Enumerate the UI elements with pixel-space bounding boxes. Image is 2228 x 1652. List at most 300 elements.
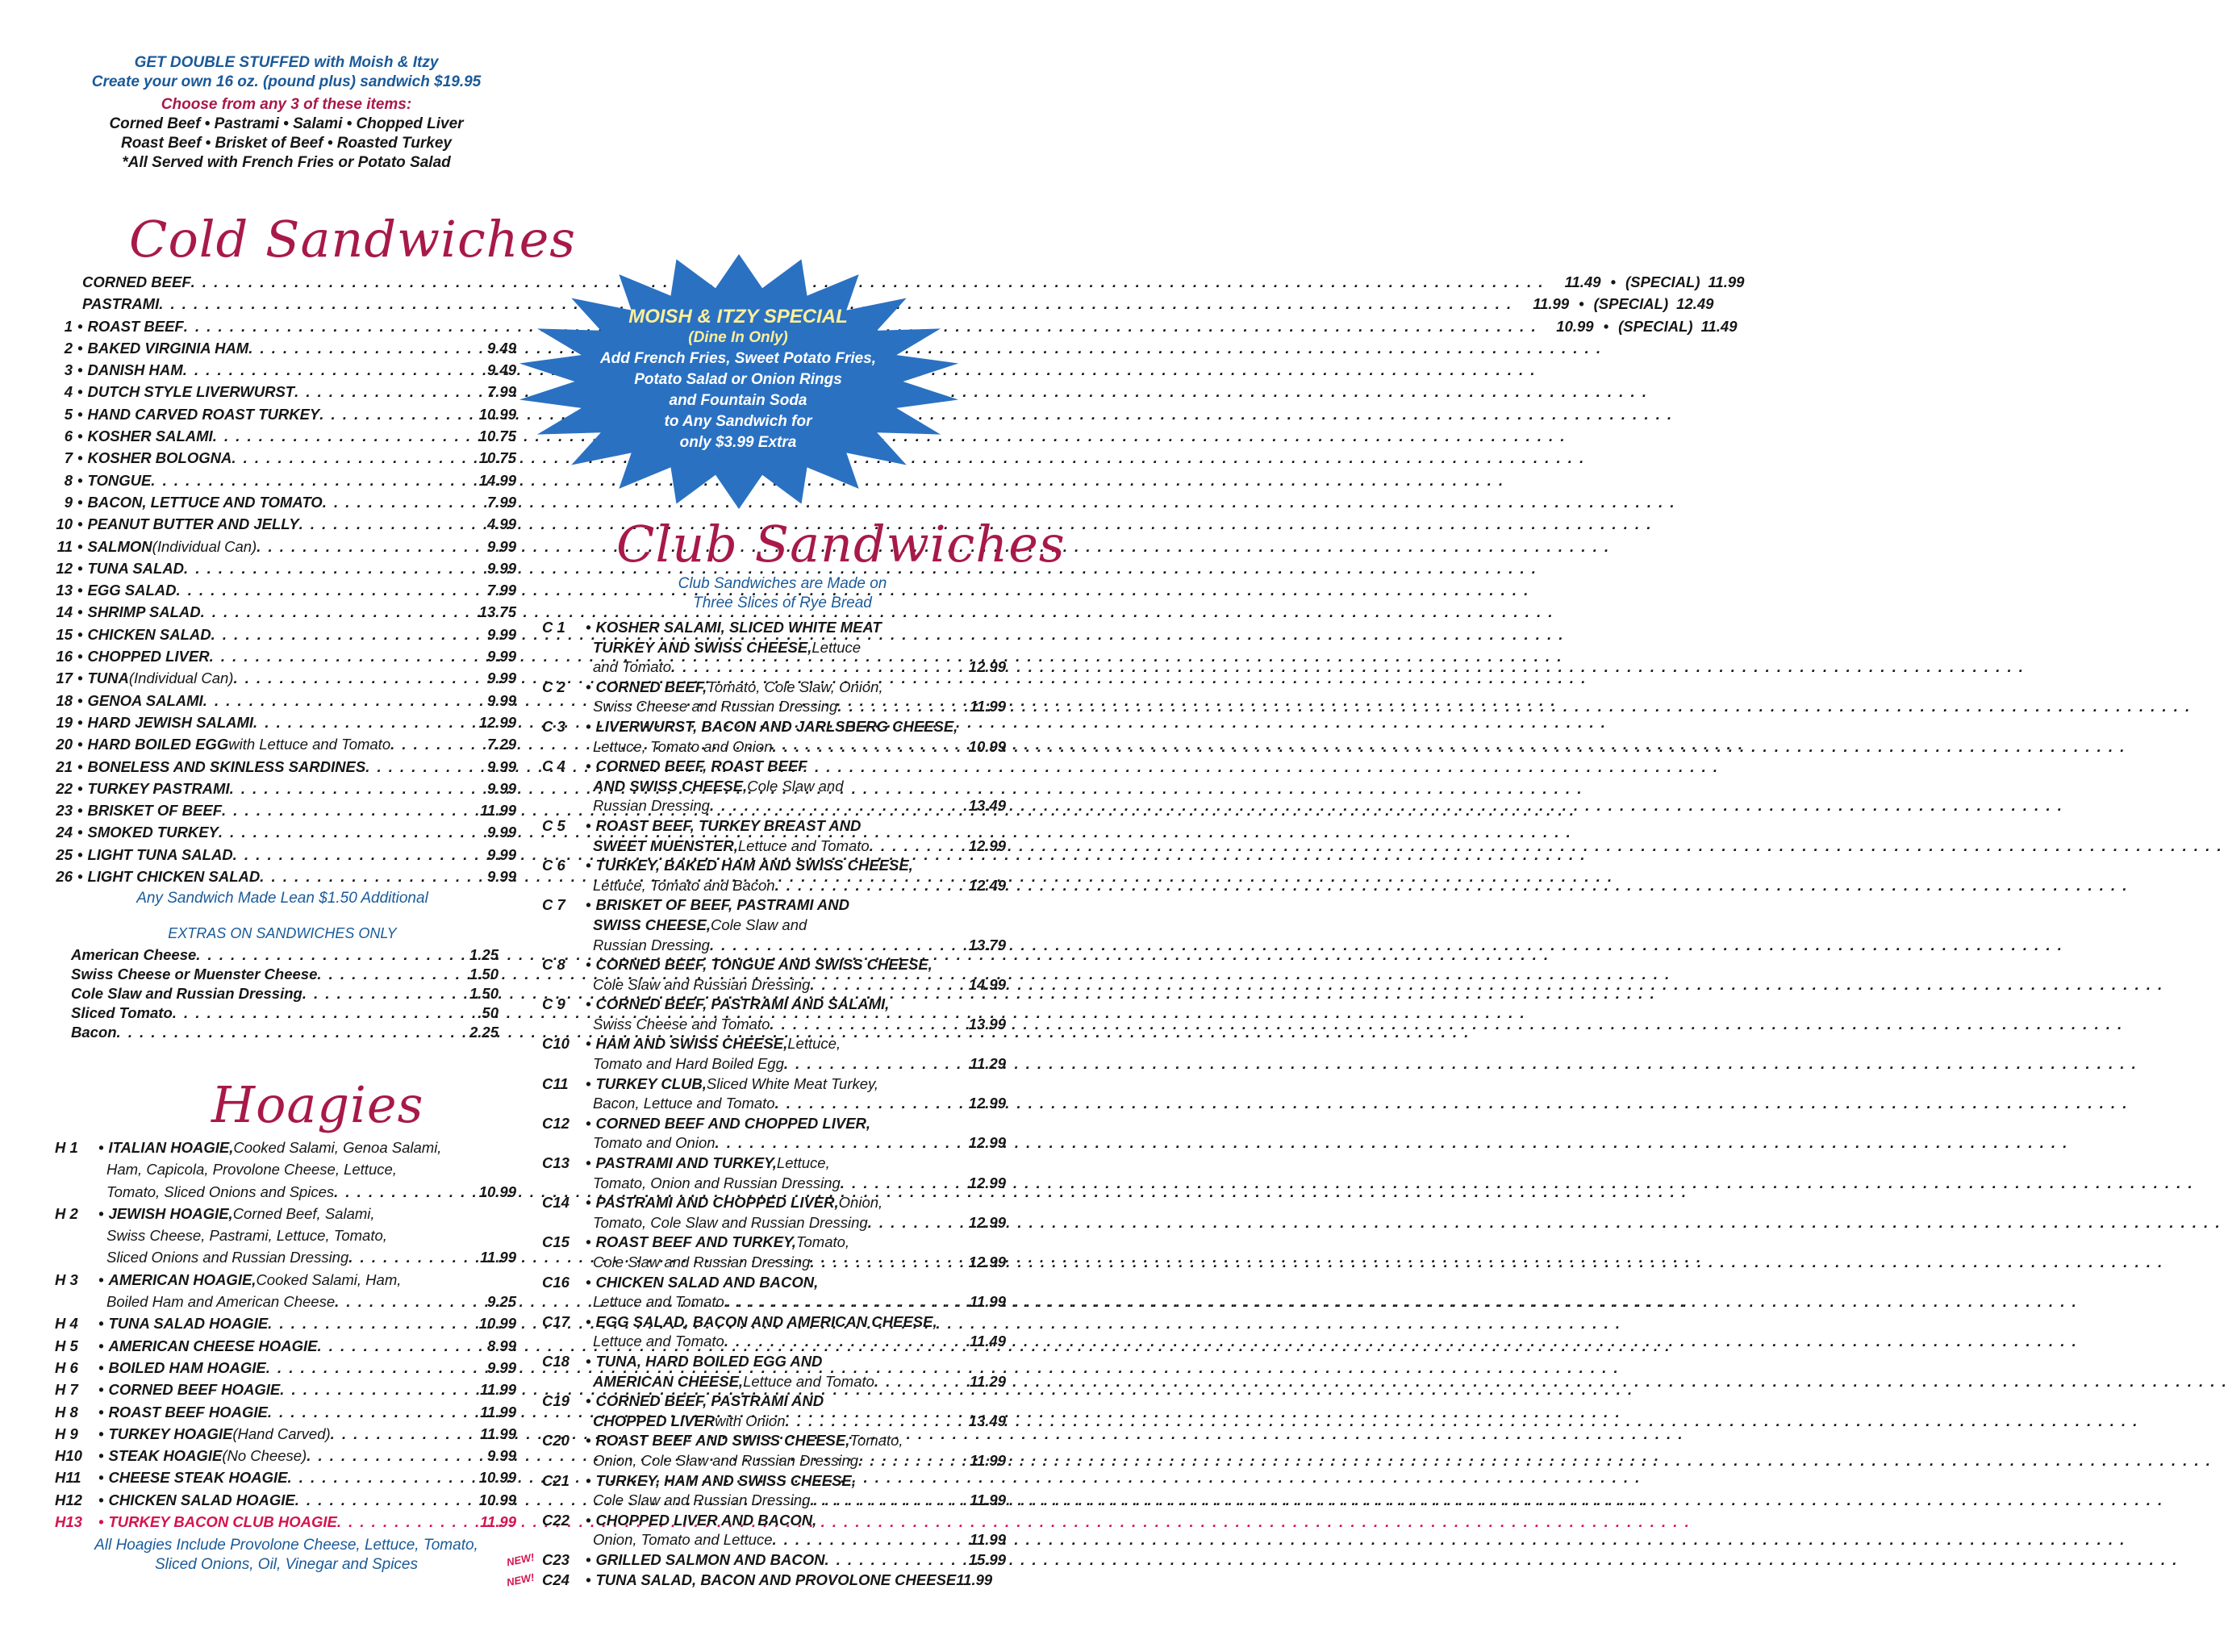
item-number: H 5 xyxy=(55,1337,78,1354)
item-description: Sliced White Meat Turkey, xyxy=(706,1074,879,1092)
item-price: 9.99 xyxy=(486,1358,516,1376)
dot-leader xyxy=(724,1332,970,1352)
item-price: 9.99 xyxy=(486,779,516,797)
extras-list xyxy=(71,945,499,1042)
club-item-continued xyxy=(542,1491,1006,1511)
item-name: CHICKEN SALAD xyxy=(87,625,211,643)
dot-leader xyxy=(176,579,487,601)
item-description: Lettuce and Tomato xyxy=(737,836,870,854)
item-name: CORNED BEEF, PASTRAMI AND SALAMI, xyxy=(595,995,890,1013)
extra-name: American Cheese xyxy=(71,946,197,963)
bullet: • xyxy=(586,1511,591,1529)
special-line-4: to Any Sandwich for xyxy=(664,413,812,430)
item-description: Onion, Cole Slaw and Russian Dressing xyxy=(593,1451,859,1469)
dot-leader xyxy=(710,796,969,816)
bullet: • xyxy=(77,757,83,775)
dot-leader xyxy=(183,359,487,381)
club-item-continued xyxy=(542,1213,1006,1233)
item-price: 12.99 xyxy=(968,836,1006,854)
dot-leader xyxy=(784,1054,970,1074)
dot-leader xyxy=(331,1423,480,1445)
item-description: Tomato, Cole Slaw and Russian Dressing xyxy=(593,1213,868,1231)
item-price: 9.99 xyxy=(486,559,516,577)
item-name: TUNA SALAD xyxy=(87,559,185,577)
bullet: • xyxy=(77,317,83,335)
dot-leader xyxy=(257,536,487,557)
dot-leader xyxy=(824,1550,968,1571)
cold-item xyxy=(40,337,516,359)
item-description: with Onion xyxy=(715,1412,786,1429)
extra-item xyxy=(71,984,499,1003)
item-number: C 7 xyxy=(542,896,565,914)
dot-leader xyxy=(151,469,478,491)
item-name: PASTRAMI xyxy=(82,295,160,313)
item-description: Russian Dressing xyxy=(593,797,710,815)
club-item-continued xyxy=(542,1174,1006,1194)
item-name: HAM AND SWISS CHEESE, xyxy=(595,1035,788,1053)
club-item xyxy=(542,1471,1006,1491)
item-name: BOILED HAM HOAGIE xyxy=(108,1358,266,1376)
item-price: 11.49 xyxy=(970,1333,1006,1350)
cold-item xyxy=(40,469,516,491)
dot-leader xyxy=(810,1491,970,1511)
bullet: • xyxy=(77,471,83,489)
item-number: 22 xyxy=(56,779,73,797)
item-number: 10 xyxy=(56,515,73,533)
bullet: • xyxy=(77,736,83,753)
item-number: C19 xyxy=(542,1392,570,1410)
item-name: CHICKEN SALAD HOAGIE xyxy=(108,1491,295,1508)
item-number: C13 xyxy=(542,1154,570,1172)
item-number: C 3 xyxy=(542,717,565,735)
item-description: Lettuce xyxy=(812,638,862,656)
item-name: AMERICAN CHEESE, xyxy=(593,1372,744,1390)
item-number: 18 xyxy=(56,691,73,709)
item-name: ROAST BEEF HOAGIE xyxy=(108,1403,268,1420)
bullet: • xyxy=(98,1447,104,1465)
bullet: • xyxy=(98,1139,104,1156)
bullet: • xyxy=(77,582,83,599)
club-item-continued xyxy=(542,697,1006,717)
new-badge: NEW! xyxy=(505,1571,536,1588)
item-price: 14.99 xyxy=(478,471,516,489)
bullet: • xyxy=(586,1312,591,1330)
dot-leader xyxy=(232,447,478,469)
item-price: 7.99 xyxy=(486,582,516,599)
dot-leader xyxy=(337,1511,480,1533)
item-price: 14.99 xyxy=(968,975,1006,993)
hoagie-item xyxy=(55,1312,516,1334)
club-item-continued xyxy=(542,657,1006,678)
item-name: CORNED BEEF AND CHOPPED LIVER, xyxy=(595,1114,871,1132)
item-name: TUNA SALAD, BACON AND PROVOLONE CHEESE xyxy=(595,1571,957,1588)
cold-item xyxy=(40,403,516,425)
cold-item xyxy=(40,645,516,667)
dot-leader xyxy=(318,1335,487,1357)
item-price: 12.99 xyxy=(968,1134,1006,1152)
item-price: 12.99 xyxy=(968,1095,1006,1112)
extra-name: Cole Slaw and Russian Dressing xyxy=(71,985,302,1002)
special-label: (SPECIAL) xyxy=(1593,295,1669,313)
bullet: • xyxy=(586,1571,591,1588)
bullet: • xyxy=(586,1352,591,1370)
bullet: • xyxy=(98,1469,104,1487)
item-name: EGG SALAD xyxy=(87,582,177,599)
item-number: 3 xyxy=(64,361,73,379)
bullet: • xyxy=(586,717,591,735)
cold-sandwiches-heading: Cold Sandwiches xyxy=(129,210,577,269)
dot-leader xyxy=(210,645,487,667)
dot-leader xyxy=(773,1530,970,1550)
item-name: AMERICAN HOAGIE, xyxy=(108,1270,257,1288)
bullet: • xyxy=(98,1403,104,1420)
extra-price: 2.25 xyxy=(469,1024,499,1041)
item-number: 8 xyxy=(64,471,73,489)
dot-leader xyxy=(786,1412,969,1432)
item-number: 9 xyxy=(64,493,73,511)
dot-leader xyxy=(317,965,469,984)
item-number: 16 xyxy=(56,648,73,665)
extra-name: Sliced Tomato xyxy=(71,1004,173,1021)
item-number: H 2 xyxy=(55,1204,78,1222)
item-description: Lettuce and Tomato xyxy=(593,1333,724,1350)
item-description: Cooked Salami, Ham, xyxy=(256,1270,402,1288)
item-description: Lettuce, xyxy=(787,1035,841,1053)
item-name: KOSHER SALAMI, SLICED WHITE MEAT xyxy=(595,619,882,636)
item-name: CHOPPED LIVER AND BACON, xyxy=(595,1511,817,1529)
dot-leader xyxy=(710,936,969,956)
special-line-5: only $3.99 Extra xyxy=(679,434,797,451)
item-price: 9.49 xyxy=(486,361,516,379)
extra-item xyxy=(71,965,499,984)
item-number: C10 xyxy=(542,1035,570,1053)
club-item xyxy=(542,1352,1006,1372)
item-number: C 6 xyxy=(542,857,565,874)
item-name: HAND CARVED ROAST TURKEY xyxy=(87,405,320,423)
bullet: • xyxy=(586,857,591,874)
club-subtitle-line-1: Club Sandwiches are Made on xyxy=(678,575,887,592)
item-name: STEAK HOAGIE xyxy=(108,1447,223,1465)
dot-leader xyxy=(173,1003,478,1023)
item-price: 11.99 xyxy=(480,1513,516,1531)
item-number: H 7 xyxy=(55,1381,78,1399)
item-price: 10.99 xyxy=(968,737,1006,755)
club-item xyxy=(542,757,1006,777)
special-price: 11.49 xyxy=(1700,317,1738,335)
item-price: 12.99 xyxy=(968,1254,1006,1270)
item-price: 10.99 xyxy=(478,405,516,423)
item-number: C17 xyxy=(542,1312,570,1330)
item-name: EGG SALAD, BACON AND AMERICAN CHEESE, xyxy=(595,1312,937,1330)
bullet: • xyxy=(77,493,83,511)
dot-leader xyxy=(870,836,969,857)
item-description: Cole Slaw and xyxy=(747,777,844,795)
item-name: AMERICAN CHEESE HOAGIE xyxy=(108,1337,318,1354)
cold-item xyxy=(40,557,516,579)
cold-item xyxy=(40,711,516,733)
item-number: 14 xyxy=(56,603,73,621)
club-item-continued xyxy=(542,638,1006,658)
item-description: Onion, Tomato and Lettuce xyxy=(593,1531,773,1549)
item-name: PASTRAMI AND TURKEY, xyxy=(595,1154,777,1172)
item-number: H12 xyxy=(55,1491,82,1508)
item-number: C 8 xyxy=(542,956,565,974)
item-price: 8.99 xyxy=(486,1337,516,1354)
item-number: 4 xyxy=(64,383,73,401)
item-price: 9.99 xyxy=(486,537,516,555)
item-number: C14 xyxy=(542,1194,570,1212)
item-name: CORNED BEEF HOAGIE xyxy=(108,1381,281,1399)
bullet: • xyxy=(77,428,83,445)
hoagie-item xyxy=(55,1466,516,1488)
hoagie-item xyxy=(55,1511,516,1533)
bullet: • xyxy=(77,339,83,357)
bullet: • xyxy=(77,824,83,841)
item-number: 5 xyxy=(64,405,73,423)
bullet: • xyxy=(77,648,83,665)
bullet: • xyxy=(77,802,83,820)
dot-leader xyxy=(230,778,487,799)
item-number: C18 xyxy=(542,1352,570,1370)
dot-leader xyxy=(334,1181,479,1203)
dot-leader xyxy=(868,1213,969,1233)
item-price: 11.99 xyxy=(970,1531,1006,1549)
item-price: 12.99 xyxy=(968,658,1006,676)
bullet: • xyxy=(586,1273,591,1291)
item-description: Tomato, xyxy=(795,1233,850,1251)
item-price: 10.99 xyxy=(478,1315,516,1333)
extras-title: EXTRAS ON SANDWICHES ONLY xyxy=(168,925,397,941)
bullet: • xyxy=(586,757,591,775)
bullet: • xyxy=(586,1233,591,1251)
dot-leader xyxy=(253,711,479,733)
dot-leader xyxy=(184,557,487,579)
hoagie-item xyxy=(55,1335,516,1357)
item-price: 9.99 xyxy=(486,824,516,841)
item-name: ITALIAN HOAGIE, xyxy=(108,1139,234,1156)
extra-name: Bacon xyxy=(71,1024,117,1041)
dot-leader xyxy=(323,491,487,513)
bullet: • xyxy=(586,816,591,834)
item-price: 11.99 xyxy=(480,1249,516,1266)
cold-item xyxy=(40,690,516,711)
club-item-continued xyxy=(542,1015,1006,1035)
item-description: (Individual Can) xyxy=(128,670,234,687)
item-description: Boiled Ham and American Cheese xyxy=(106,1293,336,1311)
item-price: 9.99 xyxy=(486,625,516,643)
dot-leader xyxy=(233,844,487,866)
hoagie-item xyxy=(55,1489,516,1511)
item-name: SALMON xyxy=(87,537,152,555)
extra-item xyxy=(71,945,499,965)
item-name: BACON, LETTUCE AND TOMATO xyxy=(87,493,323,511)
item-name: TUNA xyxy=(87,670,129,687)
item-number: C16 xyxy=(542,1273,570,1291)
double-stuffed-promo xyxy=(32,53,540,173)
item-price: 10.75 xyxy=(478,428,516,445)
special-line-3: and Fountain Soda xyxy=(669,392,807,409)
item-price: 12.99 xyxy=(478,713,516,731)
bullet: • xyxy=(77,449,83,467)
item-number: C11 xyxy=(542,1074,569,1092)
cold-item xyxy=(40,271,1745,293)
item-name: BONELESS AND SKINLESS SARDINES xyxy=(87,757,366,775)
item-description: Onion, xyxy=(838,1194,883,1212)
item-name: SMOKED TURKEY xyxy=(87,824,219,841)
hoagie-item xyxy=(55,1379,516,1400)
bullet: • xyxy=(98,1270,104,1288)
item-name: TURKEY HOAGIE xyxy=(108,1425,233,1442)
cold-item xyxy=(40,756,516,778)
bullet: • xyxy=(586,896,591,914)
item-price: 11.99 xyxy=(970,698,1006,715)
club-item-continued xyxy=(542,1451,1006,1471)
hoagie-item-continued xyxy=(55,1291,516,1312)
club-item-continued xyxy=(542,796,1006,816)
special-line-2: Potato Salad or Onion Rings xyxy=(634,371,842,388)
item-name: SWISS CHEESE, xyxy=(593,916,711,933)
club-item xyxy=(542,1391,1006,1412)
item-description: Lettuce, Tomato and Bacon xyxy=(593,876,775,894)
dot-leader xyxy=(268,1401,480,1423)
club-subtitle-line-2: Three Slices of Rye Bread xyxy=(693,594,872,611)
hoagie-item-continued xyxy=(55,1158,516,1180)
item-name: DUTCH STYLE LIVERWURST xyxy=(87,383,295,401)
hoagie-item-continued xyxy=(55,1181,516,1203)
item-price: 10.75 xyxy=(478,449,516,467)
item-price: 11.99 xyxy=(480,1403,516,1420)
item-name: KOSHER SALAMI xyxy=(87,428,213,445)
item-name: GENOA SALAMI xyxy=(87,691,203,709)
bullet: • xyxy=(98,1381,104,1399)
item-price: 7.99 xyxy=(486,383,516,401)
item-description: Lettuce and Tomato xyxy=(593,1293,724,1311)
item-number: 13 xyxy=(56,582,73,599)
club-item-continued xyxy=(542,1054,1006,1074)
dot-leader xyxy=(213,425,479,447)
item-price: 12.49 xyxy=(968,876,1006,894)
bullet: • xyxy=(586,1114,591,1132)
dot-leader xyxy=(810,1253,968,1273)
bullet: • xyxy=(98,1337,104,1354)
item-number: C20 xyxy=(542,1432,570,1450)
item-price: 7.29 xyxy=(486,736,516,753)
dot-leader xyxy=(335,1291,487,1312)
item-description: Lettuce, xyxy=(776,1154,830,1172)
cold-item xyxy=(40,624,516,645)
item-name: AND SWISS CHEESE, xyxy=(593,777,748,795)
bullet: • xyxy=(98,1513,104,1531)
item-name: CHOPPED LIVER xyxy=(593,1412,716,1429)
dot-leader xyxy=(841,1174,969,1194)
item-name: LIGHT CHICKEN SALAD xyxy=(87,868,261,886)
item-number: H 6 xyxy=(55,1358,78,1376)
cold-item xyxy=(40,491,516,513)
hoagie-item xyxy=(55,1445,516,1466)
item-number: 12 xyxy=(56,559,73,577)
bullet: • xyxy=(77,405,83,423)
item-name: CORNED BEEF, PASTRAMI AND xyxy=(595,1392,824,1410)
extra-price: 1.50 xyxy=(469,985,499,1002)
item-price: 10.99 xyxy=(478,1183,516,1200)
bullet: • xyxy=(586,1392,591,1410)
dot-leader xyxy=(348,1246,480,1268)
item-price: 11.99 xyxy=(480,1381,516,1399)
item-name: TURKEY AND SWISS CHEESE, xyxy=(593,638,812,656)
cold-item xyxy=(40,381,516,403)
item-name: CORNED BEEF, ROAST BEEF xyxy=(595,757,807,775)
dot-leader xyxy=(810,975,968,995)
bullet: • xyxy=(77,868,83,886)
club-item xyxy=(542,1273,1006,1293)
item-number: 19 xyxy=(56,713,73,731)
club-item xyxy=(542,1034,1006,1054)
lean-note: Any Sandwich Made Lean $1.50 Additional xyxy=(136,890,428,907)
dot-leader xyxy=(211,624,487,645)
item-price: 9.99 xyxy=(486,757,516,775)
dot-leader xyxy=(302,984,469,1003)
item-price: 13.75 xyxy=(478,603,516,621)
club-item xyxy=(542,995,1006,1015)
hoagies-note-line-2: Sliced Onions, Oil, Vinegar and Spices xyxy=(155,1556,418,1573)
cold-item xyxy=(40,513,516,535)
hoagie-item xyxy=(55,1357,516,1379)
item-number: 21 xyxy=(56,757,73,775)
bullet: • xyxy=(586,1471,591,1489)
dot-leader xyxy=(203,690,487,711)
dot-leader xyxy=(775,876,969,896)
club-item-continued xyxy=(542,1412,1006,1432)
item-number: C23 xyxy=(542,1550,570,1568)
bullet: • xyxy=(77,691,83,709)
club-item-continued xyxy=(542,936,1006,956)
cold-item xyxy=(40,844,516,866)
bullet: • xyxy=(586,1550,591,1568)
club-item xyxy=(542,1074,1006,1095)
item-number: 7 xyxy=(64,449,73,467)
item-number: 26 xyxy=(56,868,73,886)
item-description: Lettuce, Tomato and Onion xyxy=(593,737,773,755)
cold-item xyxy=(40,579,516,601)
item-description: Cole Slaw and Russian Dressing xyxy=(593,1491,811,1509)
item-number: C24 xyxy=(542,1571,570,1588)
item-description: Russian Dressing xyxy=(593,936,710,953)
item-price: 9.99 xyxy=(486,670,516,687)
item-price: 4.99 xyxy=(486,515,516,533)
item-name: BAKED VIRGINIA HAM xyxy=(87,339,249,357)
club-item xyxy=(542,717,1006,737)
item-description: (Individual Can) xyxy=(152,537,257,555)
item-price: 9.49 xyxy=(486,339,516,357)
item-name: GRILLED SALMON AND BACON xyxy=(595,1550,825,1568)
item-name: SWEET MUENSTER, xyxy=(593,836,738,854)
item-price: 11.99 xyxy=(956,1571,993,1588)
club-sandwiches-list xyxy=(505,618,1006,1590)
item-number: C 1 xyxy=(542,619,565,636)
item-description: Tomato and Hard Boiled Egg xyxy=(593,1055,784,1073)
club-item-continued xyxy=(542,836,1006,857)
item-name: CORNED BEEF, xyxy=(595,678,707,695)
cold-item xyxy=(40,733,516,755)
dot-leader xyxy=(837,697,970,717)
item-description: Cooked Salami, Genoa Salami, xyxy=(233,1139,442,1156)
item-name: TUNA, HARD BOILED EGG AND xyxy=(595,1352,823,1370)
dot-leader xyxy=(307,1445,487,1466)
dot-leader xyxy=(773,737,969,757)
item-price: 9.99 xyxy=(486,845,516,863)
hoagies-note-line-1: All Hoagies Include Provolone Cheese, Lettuce, Tomato, xyxy=(94,1537,478,1554)
club-item-continued xyxy=(542,1133,1006,1153)
